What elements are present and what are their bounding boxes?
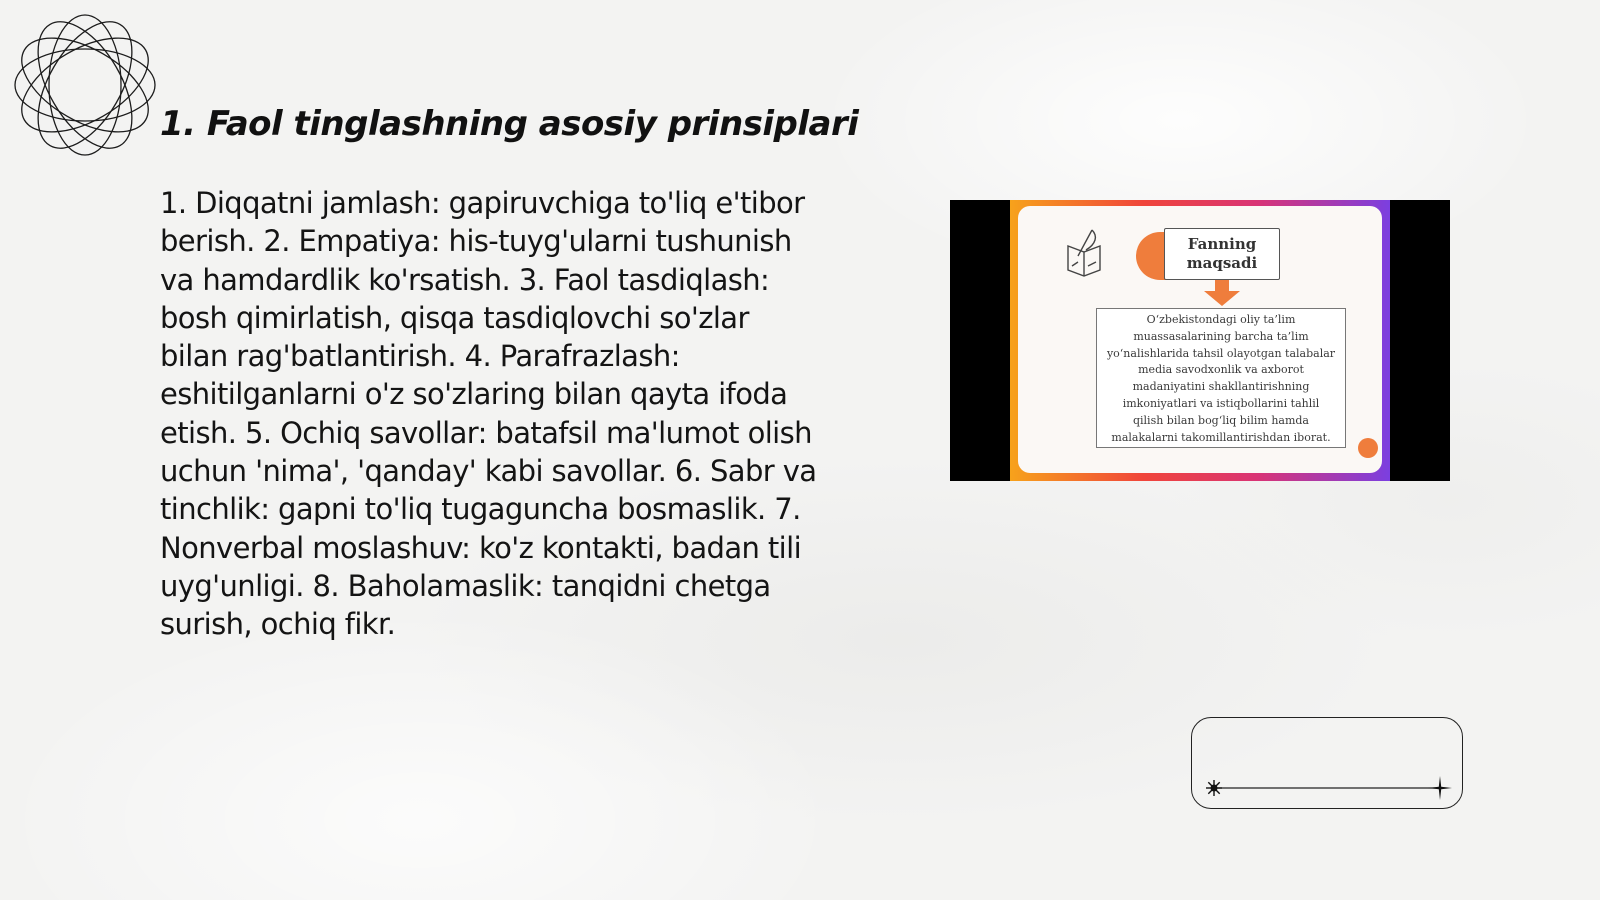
slide-body-text: 1. Diqqatni jamlash: gapiruvchiga to'liq e'tibor berish. 2. Empatiya: his-tuyg'ularni tushunish va hamdardlik ko'rsatish. 3. Faol tasdiqlash: bosh qimirlatish, qisqa tasdiqlovchi so'zlar bilan rag'batlantirish. 4. Parafrazlash: eshitilganlarni o'z so'zlaring bilan qayta ifoda etish. 5. Ochiq savollar: batafsil ma'lumot olish uchun 'nima', 'qanday' kabi savollar. 6. Sabr va tinchlik: gapni to'liq tugaguncha bosmaslik. 7. Nonverbal moslashuv: ko'z kontakti, badan tili uyg'unligi. 8. Baholamaslik: tanqidni chetga surish, ochiq fikr. xyxy=(160,186,817,642)
spirograph-ornament-icon xyxy=(10,10,160,160)
decorative-card xyxy=(1191,717,1463,809)
media-text-line: imkoniyatlari va istiqbollarini tahlil xyxy=(1122,396,1320,410)
orange-dot-decoration xyxy=(1358,438,1378,458)
media-text-line: yo‘nalishlarida tahsil olayotgan talabalar xyxy=(1106,346,1336,360)
media-slide xyxy=(1010,200,1390,481)
media-text-line: O‘zbekistondagi oliy ta’lim xyxy=(1146,313,1296,326)
media-text-line: madaniyatini shakllantirishning xyxy=(1132,380,1310,394)
media-text-line: muassasalarining barcha ta’lim xyxy=(1133,329,1309,343)
embedded-media-frame[interactable] xyxy=(950,200,1450,481)
sparkle-star-icon xyxy=(1205,779,1223,797)
four-point-star-icon xyxy=(1428,776,1452,800)
media-slide-panel xyxy=(1018,206,1382,473)
card-line-decoration xyxy=(1192,718,1464,810)
media-text-line: media savodxonlik va axborot xyxy=(1138,363,1304,377)
slide-title: 1. Faol tinglashning asosiy prinsiplari xyxy=(160,104,859,144)
media-text-line: malakalarni takomillantirishdan iborat. xyxy=(1111,430,1331,444)
arrow-down-icon xyxy=(1202,280,1242,306)
book-quill-icon xyxy=(1062,226,1106,278)
media-text-box xyxy=(1096,308,1346,448)
media-text-line: qilish bilan bog‘liq bilim hamda xyxy=(1132,413,1309,427)
media-heading-box: Fanning maqsadi xyxy=(1164,228,1280,280)
